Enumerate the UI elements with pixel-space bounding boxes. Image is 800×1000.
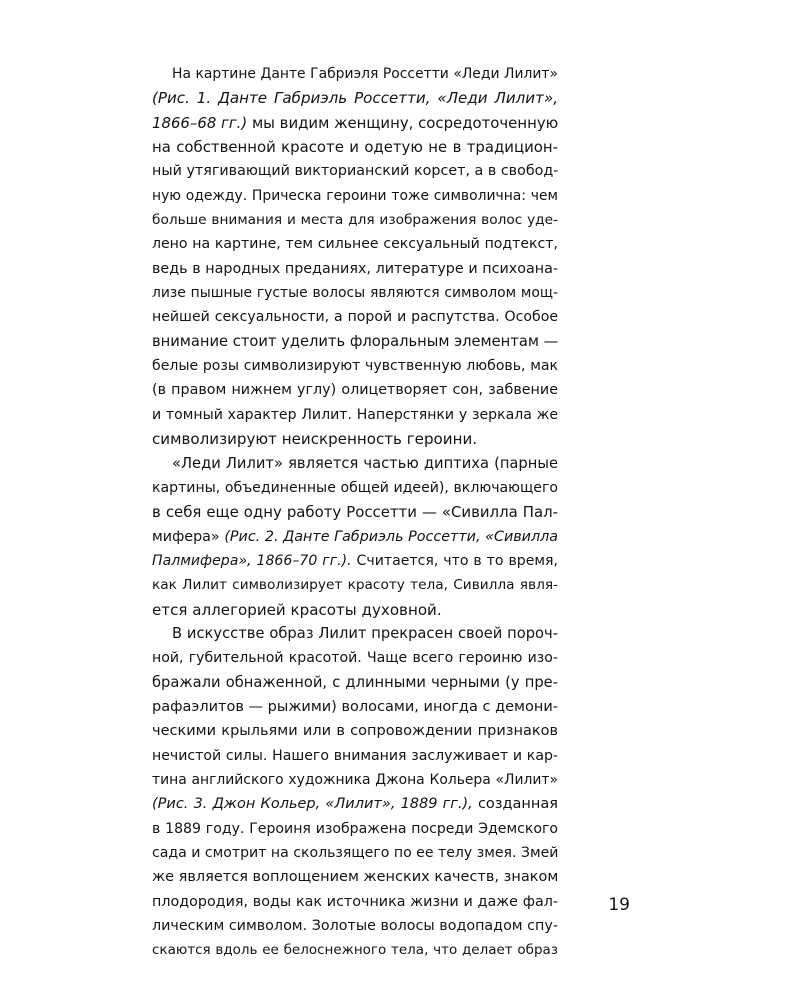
text-line <box>152 281 558 305</box>
text-line <box>152 62 558 86</box>
text-segment: На картине Данте Габриэля Россетти «Леди Лилит» <box>172 66 558 82</box>
text-segment: мы видим женщину, сосредоточенную <box>247 113 559 132</box>
text-segment: ведь в народных преданиях, литературе и психоана- <box>152 260 558 277</box>
text-line <box>152 792 558 816</box>
italic-text-segment: Палмифера», 1866–70 гг.). <box>152 552 352 569</box>
text-segment: тина английского художника Джона Кольера «Лилит» <box>152 771 558 788</box>
text-segment: мифера» <box>152 528 220 545</box>
text-segment: картины, объединенные общей идеей), включающего <box>152 479 558 496</box>
italic-text-segment: (Рис. 3. Джон Кольер, «Лилит», 1889 гг.), <box>152 796 473 813</box>
text-line <box>152 622 558 646</box>
text-line <box>152 159 558 183</box>
text-line <box>152 354 558 378</box>
text-segment: бражали обнаженной, с длинными черными (у пре- <box>152 673 558 691</box>
text-segment: же является воплощением женских качеств, знаком <box>152 869 559 886</box>
text-line <box>152 768 558 792</box>
text-segment: лизе пышные густые волосы являются символом мощ- <box>152 285 558 302</box>
text-line <box>152 817 558 841</box>
text-segment: нечистой силы. Нашего внимания заслуживает и кар- <box>152 747 558 764</box>
text-segment: в 1889 году. Героиня изображена посреди Эдемского <box>152 820 558 837</box>
body-text <box>152 62 558 963</box>
text-line <box>152 208 558 232</box>
text-line <box>152 671 558 695</box>
text-line <box>152 719 558 743</box>
text-line <box>152 111 558 135</box>
text-segment: Считается, что в то время, <box>351 552 558 569</box>
text-segment: лическим символом. Золотые волосы водопадом спу- <box>152 918 558 935</box>
text-line <box>152 135 558 159</box>
text-segment: на собственной красоте и одетую не в традицион- <box>152 138 558 157</box>
text-line <box>152 525 558 549</box>
text-segment: «Леди Лилит» является частью диптиха (парные <box>172 454 558 472</box>
text-segment: больше внимания и места для изображения волос уде- <box>152 212 558 229</box>
text-segment: как Лилит символизирует красоту тела, Сивилла явля- <box>152 577 558 594</box>
page-number: 19 <box>608 895 630 915</box>
text-line <box>152 573 558 597</box>
text-line <box>152 452 558 476</box>
text-line <box>152 476 558 500</box>
text-segment: внимание стоит уделить флоральным элементам — <box>152 332 559 350</box>
text-line <box>152 305 558 329</box>
text-line <box>152 646 558 670</box>
text-segment: плодородия, воды как источника жизни и даже фал- <box>152 893 558 910</box>
text-line <box>152 890 558 914</box>
text-segment: рафаэлитов — рыжими) волосами, иногда с демони- <box>152 698 558 715</box>
text-line <box>152 427 558 451</box>
text-segment: нейшей сексуальности, а порой и распутства. Особое <box>152 309 558 326</box>
text-segment: в себя еще одну работу Россетти — «Сивилла Пал- <box>152 503 558 522</box>
text-line <box>152 841 558 865</box>
text-line <box>152 378 558 402</box>
text-line <box>152 330 558 354</box>
text-segment: ную одежду. Прическа героини тоже символична: чем <box>152 187 558 204</box>
text-line <box>152 744 558 768</box>
text-line <box>152 598 558 622</box>
text-line <box>152 695 558 719</box>
text-line <box>152 500 558 524</box>
text-line <box>152 938 558 962</box>
text-segment: ной, губительной красотой. Чаще всего героиню изо- <box>152 650 558 667</box>
text-segment: ческими крыльями или в сопровождении признаков <box>152 723 558 740</box>
text-segment: лено на картине, тем сильнее сексуальный подтекст, <box>152 236 558 253</box>
text-segment: и томный характер Лилит. Наперстянки у зеркала же <box>152 406 558 423</box>
text-line <box>152 914 558 938</box>
text-segment: созданная <box>472 796 558 813</box>
text-line <box>152 257 558 281</box>
text-segment: белые розы символизируют чувственную любовь, мак <box>152 358 558 375</box>
text-line <box>152 86 558 110</box>
text-segment: ется аллегорией красоты духовной. <box>152 600 442 619</box>
text-line <box>152 549 558 573</box>
text-segment: В искусстве образ Лилит прекрасен своей пороч- <box>172 624 558 642</box>
text-segment: ный утягивающий викторианский корсет, а в свобод- <box>152 163 559 180</box>
text-segment: символизируют неискренность героини. <box>152 430 478 449</box>
italic-text-segment: 1866–68 гг.) <box>152 113 248 132</box>
text-segment: скаются вдоль ее белоснежного тела, что делает образ <box>152 942 558 959</box>
text-line <box>152 232 558 256</box>
text-segment: сада и смотрит на скользящего по ее телу змея. Змей <box>152 845 559 861</box>
text-line <box>152 403 558 427</box>
text-line <box>152 184 558 208</box>
text-segment: (в правом нижнем углу) олицетворяет сон, забвение <box>152 382 558 399</box>
italic-text-segment: (Рис. 1. Данте Габриэль Россетти, «Леди Лилит», <box>152 89 558 108</box>
italic-text-segment: (Рис. 2. Данте Габриэль Россетти, «Сивилла <box>219 528 558 545</box>
text-line <box>152 865 558 889</box>
